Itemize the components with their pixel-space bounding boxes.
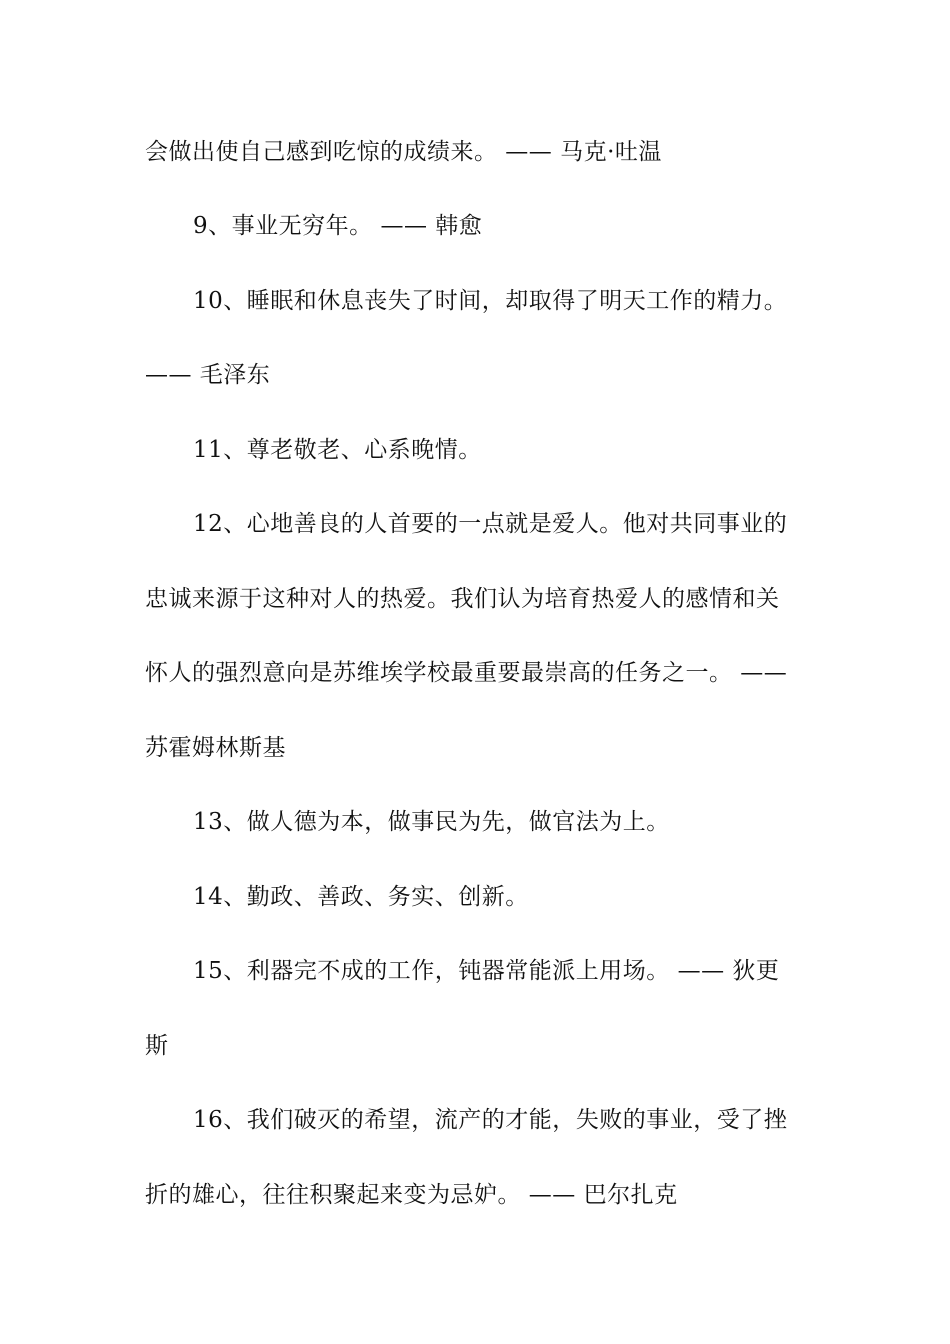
text-line: —— 毛泽东 — [145, 362, 271, 388]
text-line: 折的雄心，往往积聚起来变为忌妒。 —— 巴尔扎克 — [145, 1182, 678, 1208]
text-line: 忠诚来源于这种对人的热爱。我们认为培育热爱人的感情和关 — [145, 586, 780, 612]
text-line: 9、事业无穷年。 —— 韩愈 — [193, 213, 483, 239]
text-line: 斯 — [145, 1033, 169, 1059]
text-line: 16、我们破灭的希望，流产的才能，失败的事业，受了挫 — [193, 1107, 788, 1133]
text-line: 13、做人德为本，做事民为先，做官法为上。 — [193, 809, 670, 835]
text-line: 10、睡眠和休息丧失了时间，却取得了明天工作的精力。 — [193, 288, 788, 314]
text-line: 怀人的强烈意向是苏维埃学校最重要最崇高的任务之一。 —— — [145, 660, 788, 686]
text-line: 14、勤政、善政、务实、创新。 — [193, 884, 529, 910]
text-line: 12、心地善良的人首要的一点就是爱人。他对共同事业的 — [193, 511, 788, 537]
text-line: 会做出使自己感到吃惊的成绩来。 —— 马克·吐温 — [145, 139, 662, 165]
text-line: 11、尊老敬老、心系晚情。 — [193, 437, 482, 463]
text-line: 15、利器完不成的工作，钝器常能派上用场。 —— 狄更 — [193, 958, 780, 984]
text-line: 苏霍姆林斯基 — [145, 735, 286, 761]
